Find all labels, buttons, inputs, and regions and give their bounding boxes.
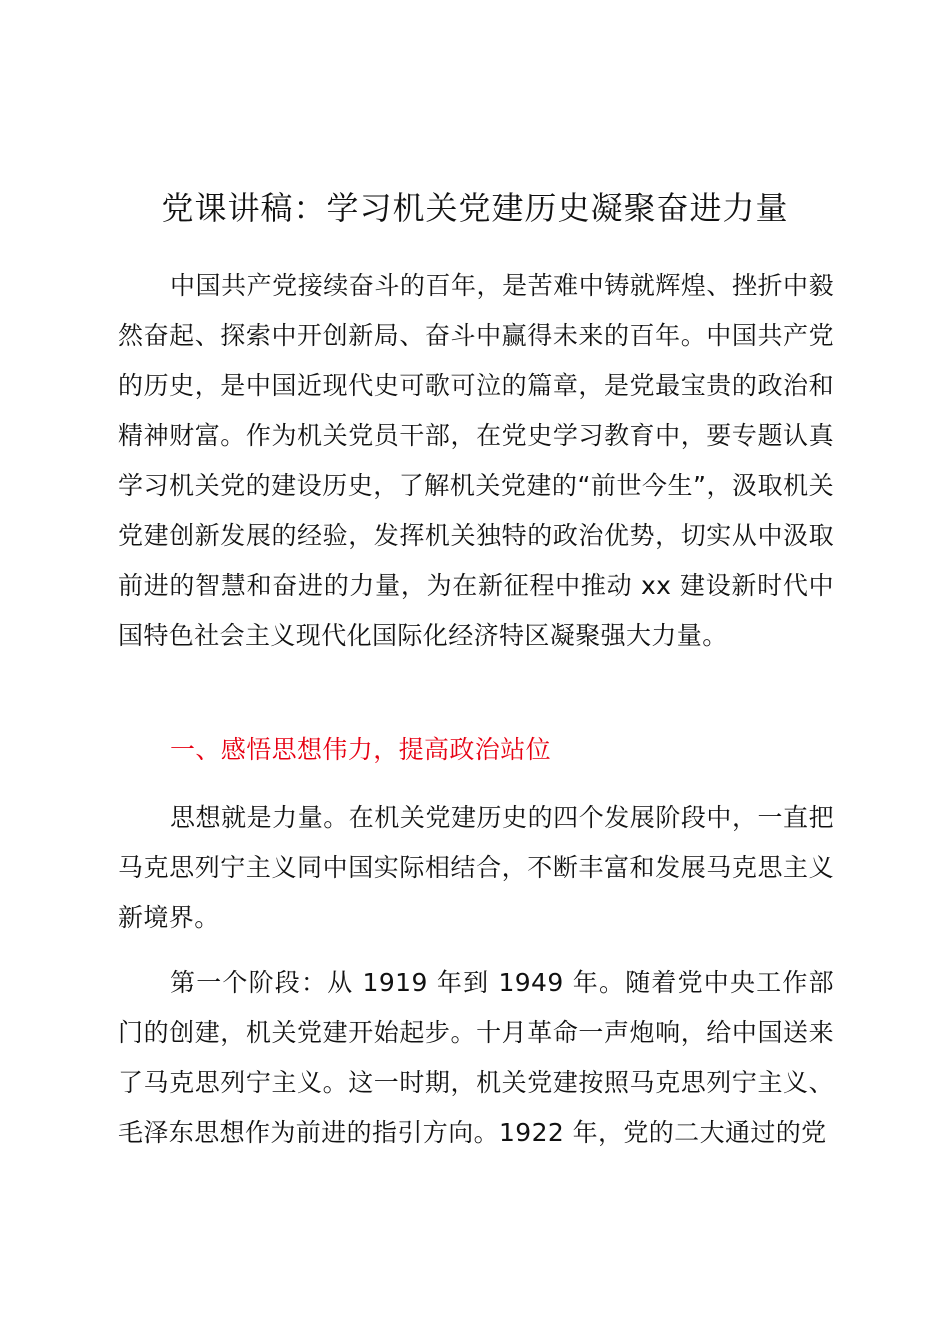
document-title: 党课讲稿：学习机关党建历史凝聚奋进力量 [161,189,789,227]
section-heading: 一、感悟思想伟力，提高政治站位 [170,735,552,764]
intro-paragraph: 中国共产党接续奋斗的百年，是苦难中铸就辉煌、挫折中毅然奋起、探索中开创新局、奋斗中赢得未来的百年。中国共产党的历史，是中国近现代史可歌可泣的篇章，是党最宝贵的政治和精神财富。作为机关党员干部，在党史学习教育中，要专题认真学习机关党的建设历史，了解机关党建的“前世今生”，汲取机关党建创新发展的经验，发挥机关独特的政治优势，切实从中汲取前进的智慧和奋进的力量，为在新征程中推动 xx 建设新时代中国特色社会主义现代化国际化经济特区凝聚强大力量。 [118,271,834,650]
section-paragraph: 思想就是力量。在机关党建历史的四个发展阶段中，一直把马克思列宁主义同中国实际相结合，不断丰富和发展马克思主义新境界。 [118,803,834,932]
section-paragraph: 第一个阶段：从 1919 年到 1949 年。随着党中央工作部门的创建，机关党建开始起步。十月革命一声炮响，给中国送来了马克思列宁主义。这一时期，机关党建按照马克思列宁主义、毛泽东思想作为前进的指引方向。1922 年，党的二大通过的党 [118,968,834,1147]
